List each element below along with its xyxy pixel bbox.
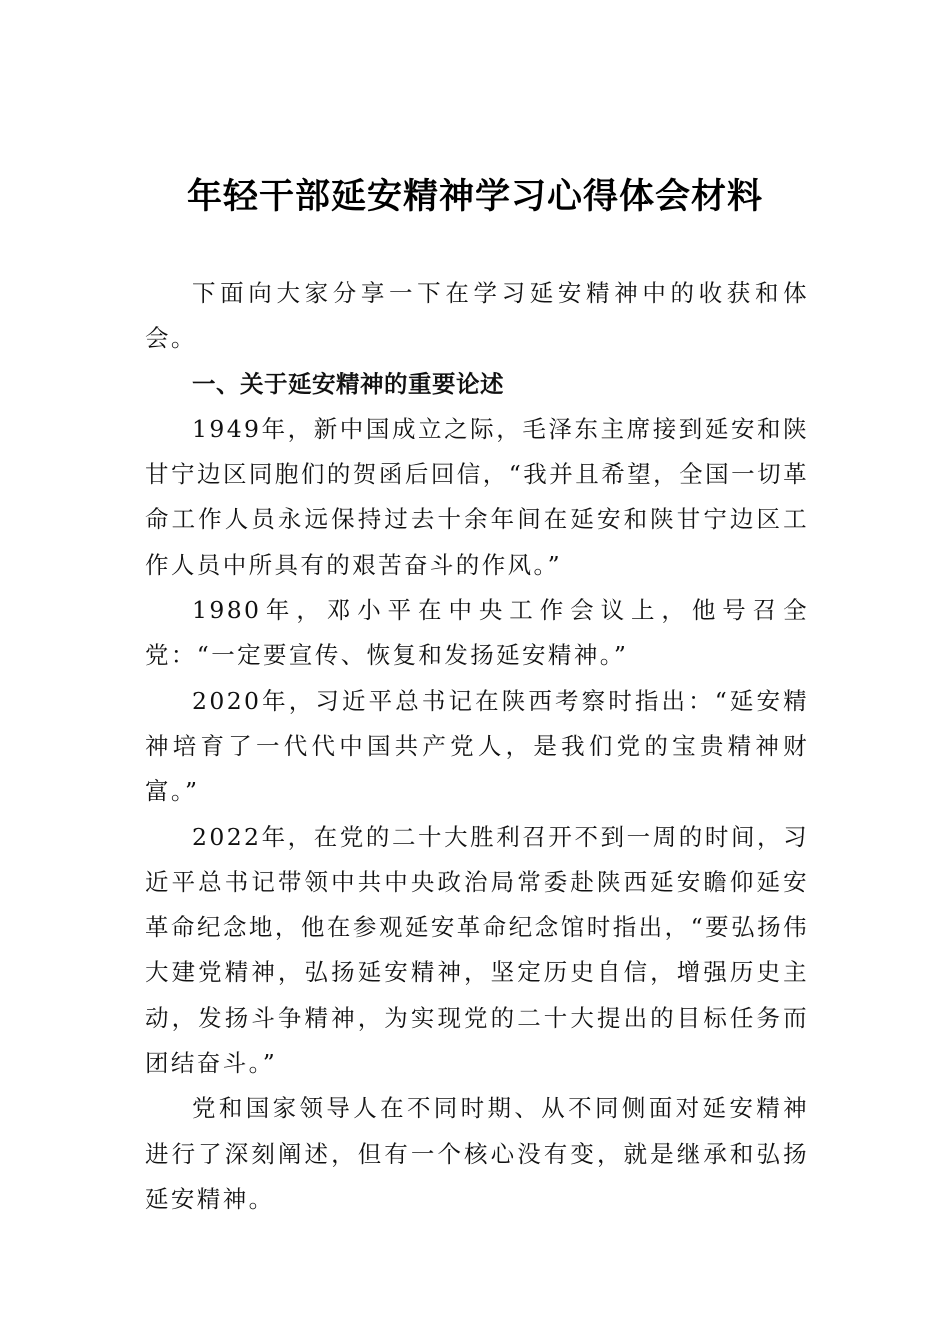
section-heading: 一、关于延安精神的重要论述 bbox=[192, 369, 504, 398]
document-title: 年轻干部延安精神学习心得体会材料 bbox=[186, 176, 763, 217]
document-body bbox=[145, 271, 809, 1222]
paragraph-summary: 党和国家领导人在不同时期、从不同侧面对延安精神进行了深刻阐述，但有一个核心没有变，就是继承和弘扬延安精神。 bbox=[145, 1094, 809, 1213]
paragraph-1949: 1949年，新中国成立之际，毛泽东主席接到延安和陕甘宁边区同胞们的贺函后回信，“我并且希望，全国一切革命工作人员永远保持过去十余年间在延安和陕甘宁边区工作人员中所具有的艰苦奋斗的作风。” bbox=[145, 414, 809, 579]
paragraph-2022: 2022年，在党的二十大胜利召开不到一周的时间，习近平总书记带领中共中央政治局常委赴陕西延安瞻仰延安革命纪念地，他在参观延安革命纪念馆时指出，“要弘扬伟大建党精神，弘扬延安精神，坚定历史自信，增强历史主动，发扬斗争精神，为实现党的二十大提出的目标任务而团结奋斗。” bbox=[145, 822, 809, 1078]
paragraph-1980: 1980年，邓小平在中央工作会议上，他号召全党：“一定要宣传、恢复和发扬延安精神。” bbox=[145, 596, 809, 670]
paragraph-2020: 2020年，习近平总书记在陕西考察时指出：“延安精神培育了一代代中国共产党人，是我们党的宝贵精神财富。” bbox=[145, 686, 809, 806]
intro-paragraph: 下面向大家分享一下在学习延安精神中的收获和体会。 bbox=[145, 279, 809, 353]
